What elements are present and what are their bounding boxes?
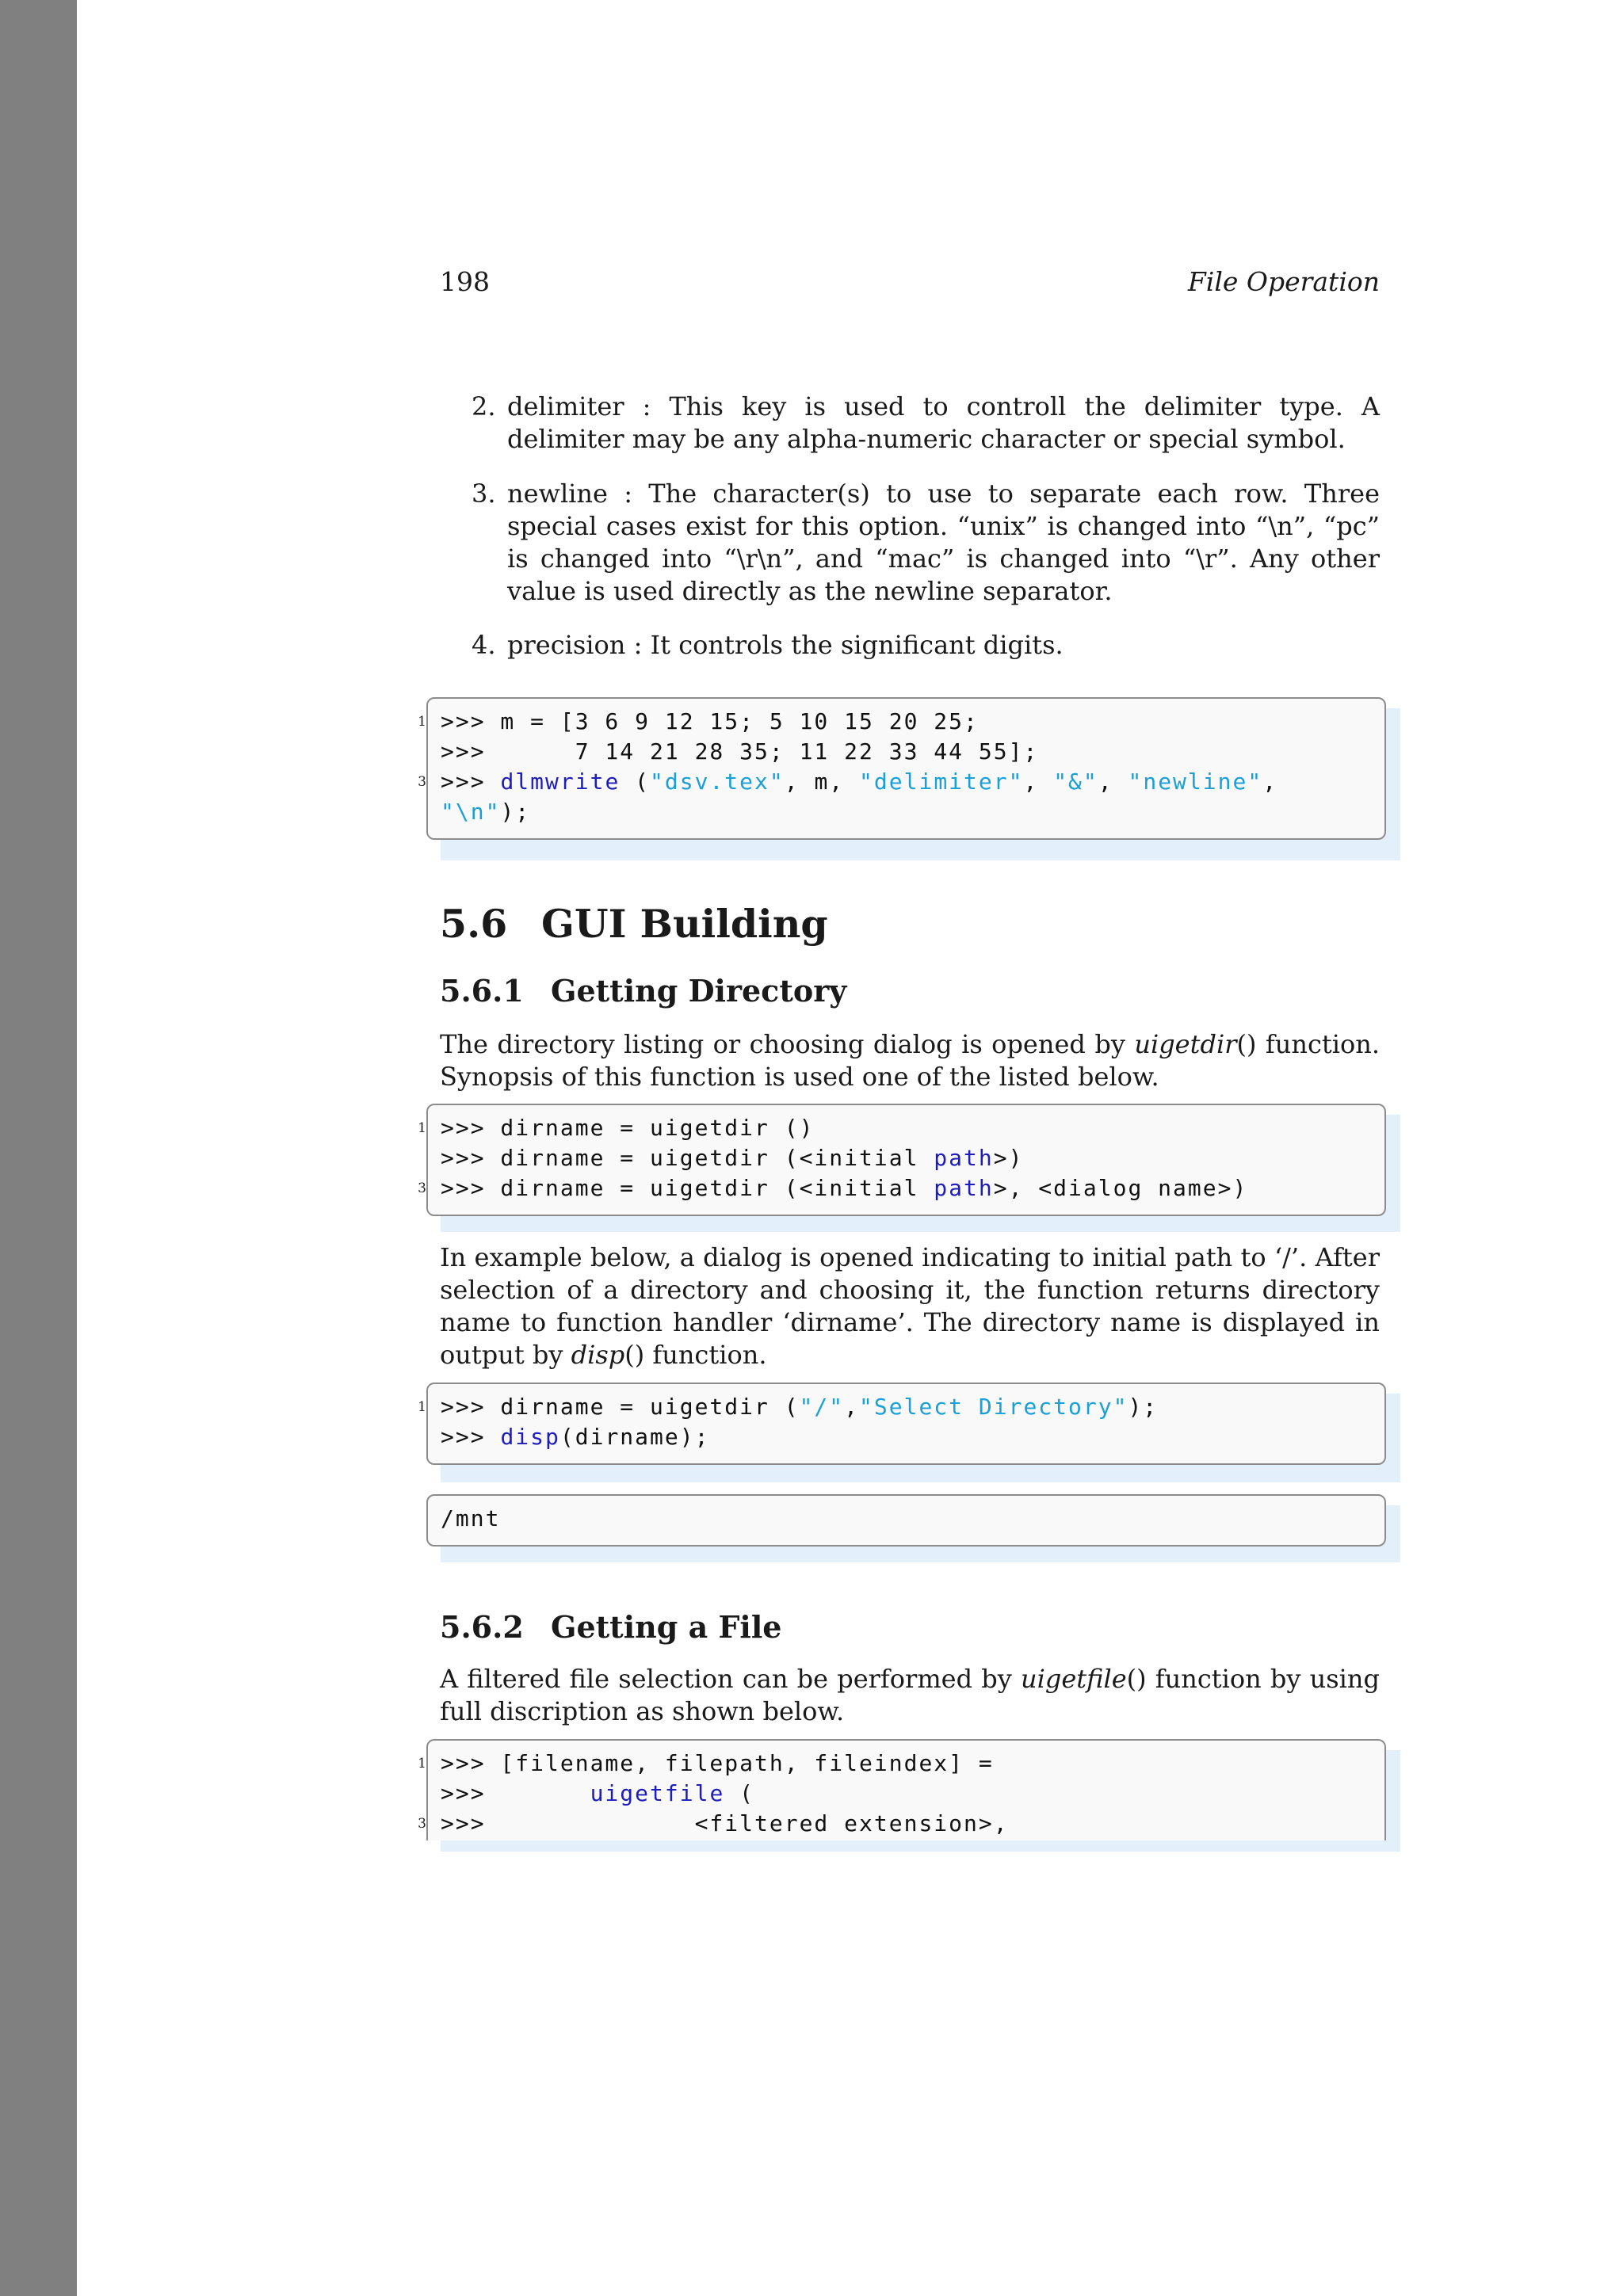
code-line: "\n"); <box>441 799 531 825</box>
chapter-title: File Operation <box>1187 266 1380 297</box>
code-line: 1 >>> dirname = uigetdir ("/","Select Directory"); <box>441 1392 1373 1422</box>
subsection-number: 5.6.2 <box>440 1609 524 1645</box>
list-item-text: newline : The character(s) to use to separate each row. Three special cases exist for this option. “unix” is changed into “\n”, “pc” is changed into “\r\n”, and “mac” is changed into “\r”. Any other value is used directly as the newline separator. <box>507 479 1380 606</box>
subsection-title: Getting Directory <box>551 973 847 1009</box>
page-gutter <box>0 0 77 2296</box>
subsection-title: Getting a File <box>551 1609 782 1645</box>
code-block-uigetdir-example <box>418 1383 1393 1465</box>
line-number: 3 <box>418 774 426 790</box>
code-box <box>418 1383 1386 1465</box>
list-item <box>472 391 1380 456</box>
code-line: >>> disp(dirname); <box>441 1424 710 1450</box>
output-box <box>426 1494 1386 1547</box>
code-line: 1 >>> dirname = uigetdir () <box>441 1113 1373 1143</box>
subsection-number: 5.6.1 <box>440 973 524 1009</box>
line-number: 1 <box>418 1399 426 1415</box>
code-box <box>418 1739 1386 1840</box>
line-number: 1 <box>418 714 426 730</box>
code-box <box>418 1104 1386 1216</box>
line-number: 3 <box>418 1180 426 1196</box>
page-number: 198 <box>440 266 490 297</box>
list-item-number: 2. <box>472 391 496 421</box>
section-number: 5.6 <box>440 901 508 947</box>
code-block-uigetdir-synopsis <box>418 1104 1393 1216</box>
output-block <box>426 1494 1393 1547</box>
code-line: 1 >>> m = [3 6 9 12 15; 5 10 15 20 25; <box>441 707 1373 737</box>
line-number: 1 <box>418 1756 426 1772</box>
code-line: 3 >>> dlmwrite ("dsv.tex", m, "delimiter", "&", "newline", <box>441 767 1373 797</box>
code-line: 1 >>> [filename, filepath, fileindex] = <box>441 1749 1373 1779</box>
list-item-text: precision : It controls the significant digits. <box>507 630 1064 660</box>
subsection-heading <box>440 1609 781 1646</box>
output-line: /mnt <box>441 1505 501 1531</box>
line-number: 3 <box>418 1816 426 1832</box>
section-title: GUI Building <box>541 901 828 947</box>
code-line: 3 >>> <filtered extension>, <box>441 1809 1373 1839</box>
line-number: 1 <box>418 1120 426 1136</box>
list-item-number: 3. <box>472 479 496 509</box>
paragraph: The directory listing or choosing dialog is opened by uigetdir() function. Synopsis of this function is used one of the listed below. <box>440 1029 1381 1092</box>
list-item <box>472 478 1380 608</box>
subsection-heading <box>440 973 846 1009</box>
code-line: >>> 7 14 21 28 35; 11 22 33 44 55]; <box>441 738 1039 765</box>
paragraph: In example below, a dialog is opened indicating to initial path to ‘/’. After selection of a directory and choosing it, the function returns directory name to function handler ‘dirname’. The directory name is displayed in output by disp() function. <box>440 1242 1380 1370</box>
code-line: 3 >>> dirname = uigetdir (<initial path>, <dialog name>) <box>441 1173 1373 1203</box>
code-block-uigetfile <box>418 1739 1393 1840</box>
code-box <box>418 697 1386 840</box>
code-line: >>> uigetfile ( <box>441 1780 755 1806</box>
code-line: >>> dirname = uigetdir (<initial path>) <box>441 1145 1024 1171</box>
section-heading <box>440 902 828 946</box>
list-item-text: delimiter : This key is used to controll the delimiter type. A delimiter may be any alpha-numeric character or special symbol. <box>507 391 1380 454</box>
code-block-dlmwrite <box>418 697 1393 840</box>
list-item <box>472 629 1380 662</box>
paragraph: A filtered file selection can be performed by uigetfile() function by using full discription as shown below. <box>440 1664 1380 1726</box>
list-item-number: 4. <box>472 630 496 660</box>
